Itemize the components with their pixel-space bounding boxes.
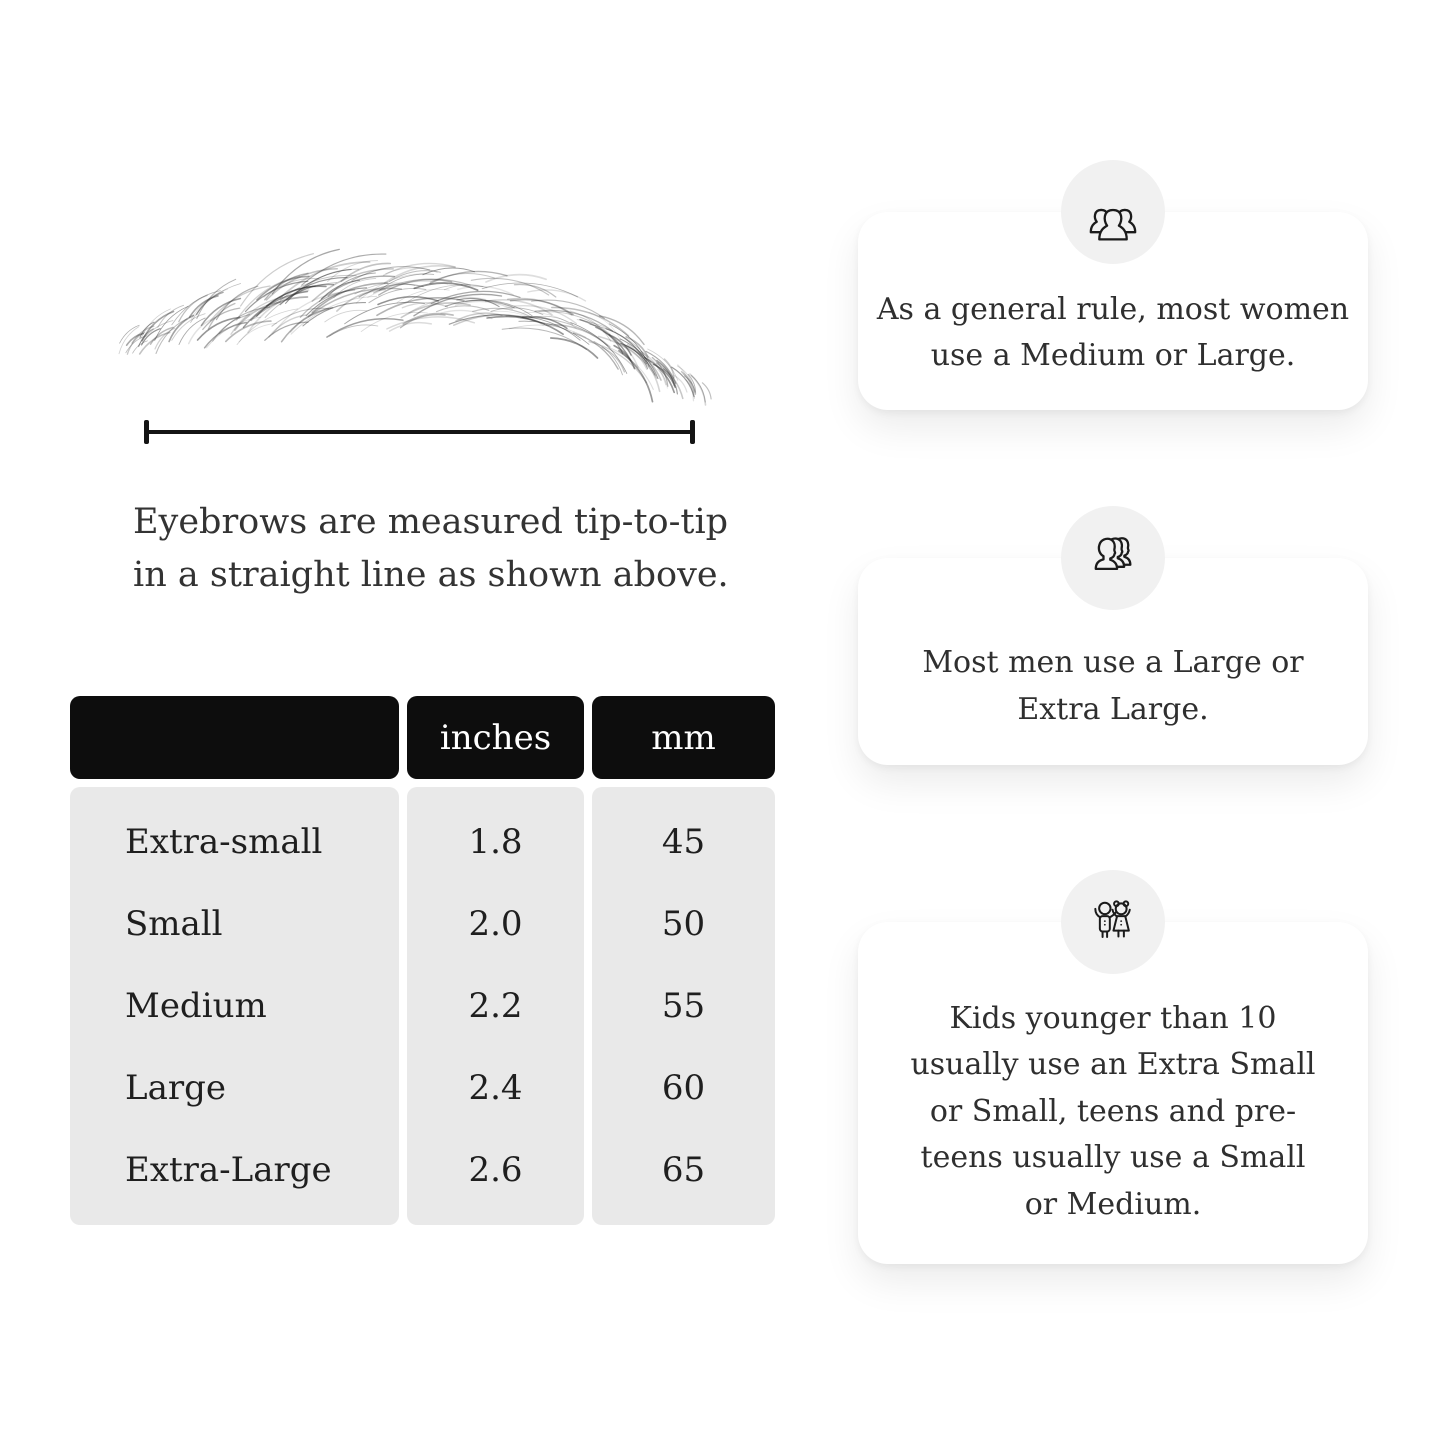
inches-value: 2.6 (468, 1150, 523, 1190)
size-label: Extra-small (125, 822, 323, 862)
size-table-header-inches: inches (407, 696, 584, 779)
card-text-content: Most men use a Large or Extra Large. (922, 645, 1304, 727)
size-table-column-labels (70, 787, 399, 1225)
kids-icon (1084, 893, 1142, 951)
mm-value: 45 (661, 822, 706, 862)
measure-caption (133, 496, 773, 602)
measurement-bar (146, 430, 693, 434)
size-table-column-mm (592, 787, 775, 1225)
measurement-tick-right (690, 420, 695, 444)
size-label: Large (125, 1068, 226, 1108)
measurement-line (144, 420, 695, 444)
info-card-women (858, 212, 1368, 410)
mm-value: 60 (661, 1068, 706, 1108)
inches-value: 1.8 (468, 822, 523, 862)
size-label: Medium (125, 986, 267, 1026)
icon-circle (1061, 506, 1165, 610)
card-text (858, 270, 1368, 396)
size-table-body (70, 787, 775, 1225)
icon-circle (1061, 870, 1165, 974)
mm-value: 50 (661, 904, 706, 944)
eyebrow-illustration (105, 228, 715, 413)
card-text (858, 984, 1368, 1240)
caption-line-2: in a straight line as shown above. (133, 555, 729, 596)
inches-value: 2.2 (468, 986, 523, 1026)
caption-line-1: Eyebrows are measured tip-to-tip (133, 502, 729, 542)
men-group-icon (1084, 529, 1142, 587)
size-table (70, 696, 775, 1225)
inches-value: 2.0 (468, 904, 523, 944)
inches-value: 2.4 (468, 1068, 523, 1108)
size-table-header-mm: mm (592, 696, 775, 779)
size-table-column-inches (407, 787, 584, 1225)
size-label: Extra-Large (125, 1150, 332, 1190)
mm-value: 65 (661, 1150, 706, 1190)
info-card-kids (858, 922, 1368, 1264)
card-text (858, 622, 1368, 751)
card-text-content: As a general rule, most women use a Medium or Large. (876, 291, 1350, 373)
card-text-content: Kids younger than 10 usually use an Extra Small or Small, teens and pre-teens usually use a Small or Medium. (910, 1000, 1316, 1222)
mm-value: 55 (661, 986, 706, 1026)
size-table-header-row (70, 696, 775, 779)
size-table-header-size (70, 696, 399, 779)
size-label: Small (125, 904, 223, 944)
icon-circle (1061, 160, 1165, 264)
info-card-men (858, 558, 1368, 765)
women-group-icon (1084, 183, 1142, 241)
